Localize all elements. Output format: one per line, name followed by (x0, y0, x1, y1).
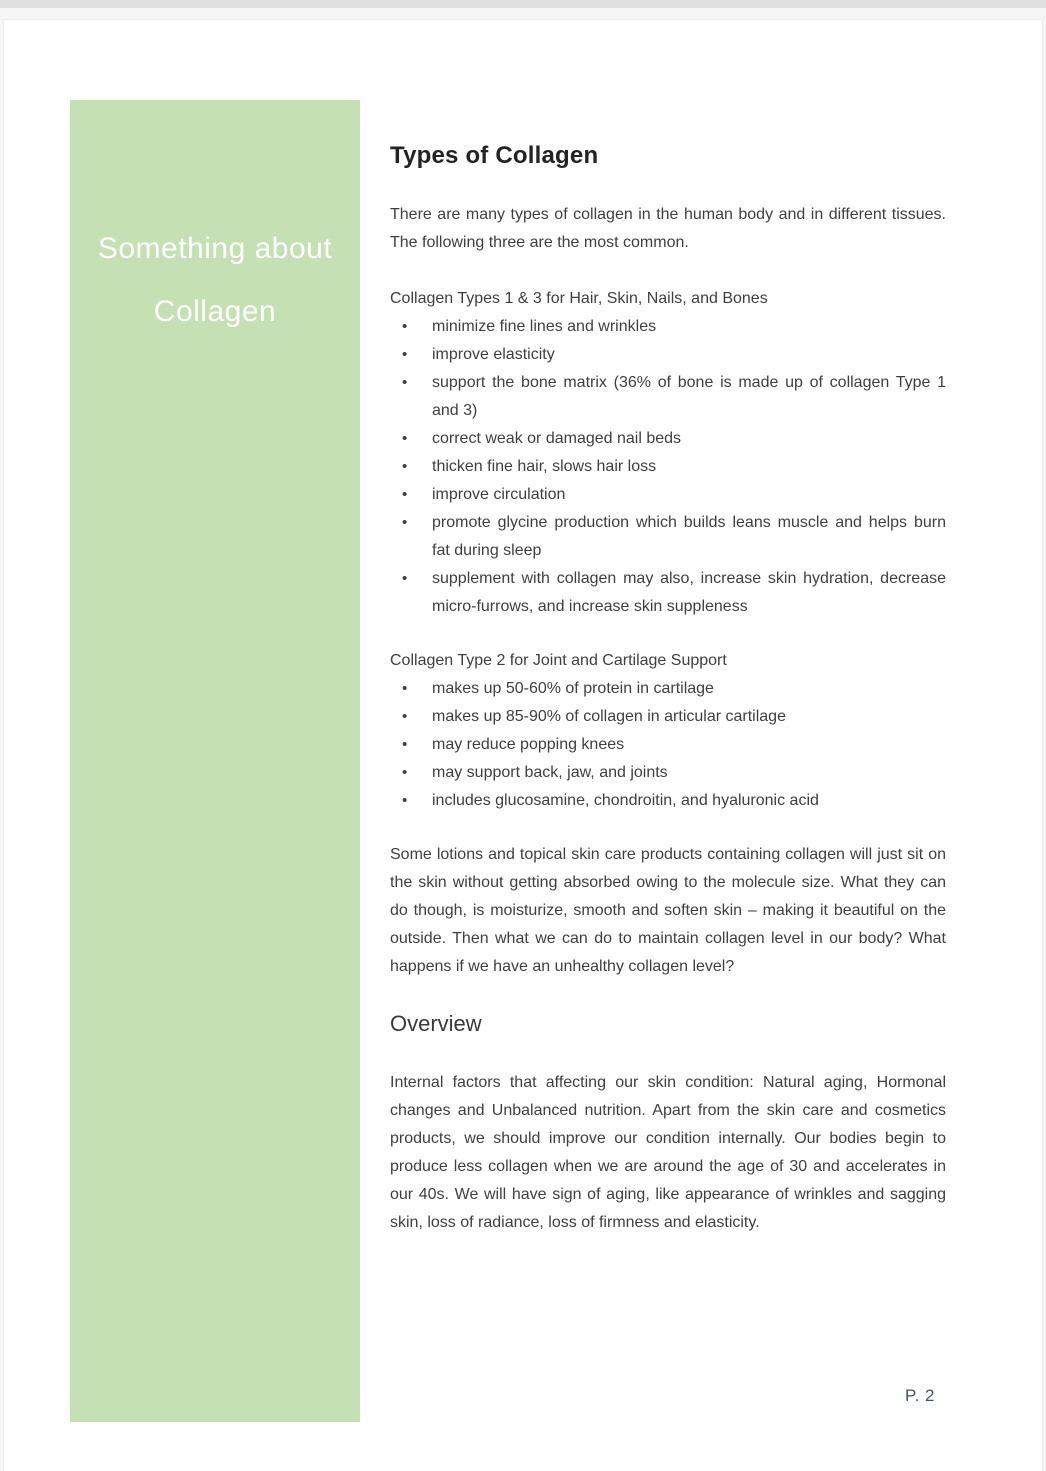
bullet-icon: • (402, 570, 408, 587)
list-item-text: correct weak or damaged nail beds (432, 430, 682, 447)
bullet-list-type-2 (390, 675, 946, 815)
bullet-list-types-1-3 (390, 313, 946, 621)
list-item (390, 425, 946, 453)
list-item-text: makes up 85-90% of collagen in articular cartilage (432, 708, 786, 725)
main-content (390, 141, 946, 1265)
list-item-text: improve elasticity (432, 346, 555, 363)
list-item (390, 675, 946, 703)
bullet-icon: • (402, 430, 408, 447)
sidebar-accent-panel (70, 100, 360, 1422)
list-item (390, 313, 946, 341)
page-number: P. 2 (904, 1386, 935, 1405)
list-item-text: promote glycine production which builds leans muscle and helps burn fat during sleep (432, 514, 946, 559)
subheading-collagen-type-2: Collagen Type 2 for Joint and Cartilage Support (390, 652, 727, 669)
bullet-icon: • (402, 680, 408, 697)
list-item-text: may reduce popping knees (432, 736, 625, 753)
bullet-icon: • (402, 346, 408, 363)
viewer-top-bar (0, 0, 1046, 8)
list-item-text: improve circulation (432, 486, 566, 503)
list-item-text: may support back, jaw, and joints (432, 764, 668, 781)
list-item (390, 369, 946, 425)
subheading-collagen-types-1-3: Collagen Types 1 & 3 for Hair, Skin, Nails, and Bones (390, 290, 768, 307)
list-item (390, 731, 946, 759)
list-item-text: support the bone matrix (36% of bone is made up of collagen Type 1 and 3) (432, 374, 946, 419)
bullet-icon: • (402, 458, 408, 475)
bullet-icon: • (402, 514, 408, 531)
lotions-paragraph: Some lotions and topical skin care products containing collagen will just sit on the skin without getting absorbed owing to the molecule size. What they can do though, is moisturize, smooth and soften skin – making it beautiful on the outside. Then what we can do to maintain collagen level in our body? What happens if we have an unhealthy collagen level? (390, 846, 946, 975)
bullet-icon: • (402, 792, 408, 809)
bullet-icon: • (402, 736, 408, 753)
list-item (390, 703, 946, 731)
bullet-icon: • (402, 374, 408, 391)
list-item-text: minimize fine lines and wrinkles (432, 318, 657, 335)
section-heading-overview: Overview (390, 1011, 482, 1036)
list-item-text: includes glucosamine, chondroitin, and hyaluronic acid (432, 792, 819, 809)
list-item (390, 509, 946, 565)
bullet-icon: • (402, 708, 408, 725)
section-heading-types-of-collagen: Types of Collagen (390, 142, 599, 169)
list-item-text: supplement with collagen may also, increase skin hydration, decrease micro-furrows, and increase skin suppleness (432, 570, 946, 615)
list-item (390, 481, 946, 509)
sidebar-title-line1: Something about (97, 232, 333, 265)
bullet-icon: • (402, 318, 408, 335)
bullet-icon: • (402, 764, 408, 781)
list-item-text: thicken fine hair, slows hair loss (432, 458, 657, 475)
list-item (390, 453, 946, 481)
sidebar-title (70, 100, 360, 343)
list-item (390, 759, 946, 787)
list-item (390, 787, 946, 815)
list-item-text: makes up 50-60% of protein in cartilage (432, 680, 714, 697)
sidebar-title-line2: Collagen (153, 295, 277, 328)
list-item (390, 341, 946, 369)
list-item (390, 565, 946, 621)
overview-paragraph: Internal factors that affecting our skin condition: Natural aging, Hormonal changes and Unbalanced nutrition. Apart from the skin care and cosmetics products, we should improve our condition internally. Our bodies begin to produce less collagen when we are around the age of 30 and accelerates in our 40s. We will have sign of aging, like appearance of wrinkles and sagging skin, loss of radiance, loss of firmness and elasticity. (390, 1074, 946, 1231)
intro-paragraph: There are many types of collagen in the human body and in different tissues. The following three are the most common. (390, 206, 946, 251)
bullet-icon: • (402, 486, 408, 503)
